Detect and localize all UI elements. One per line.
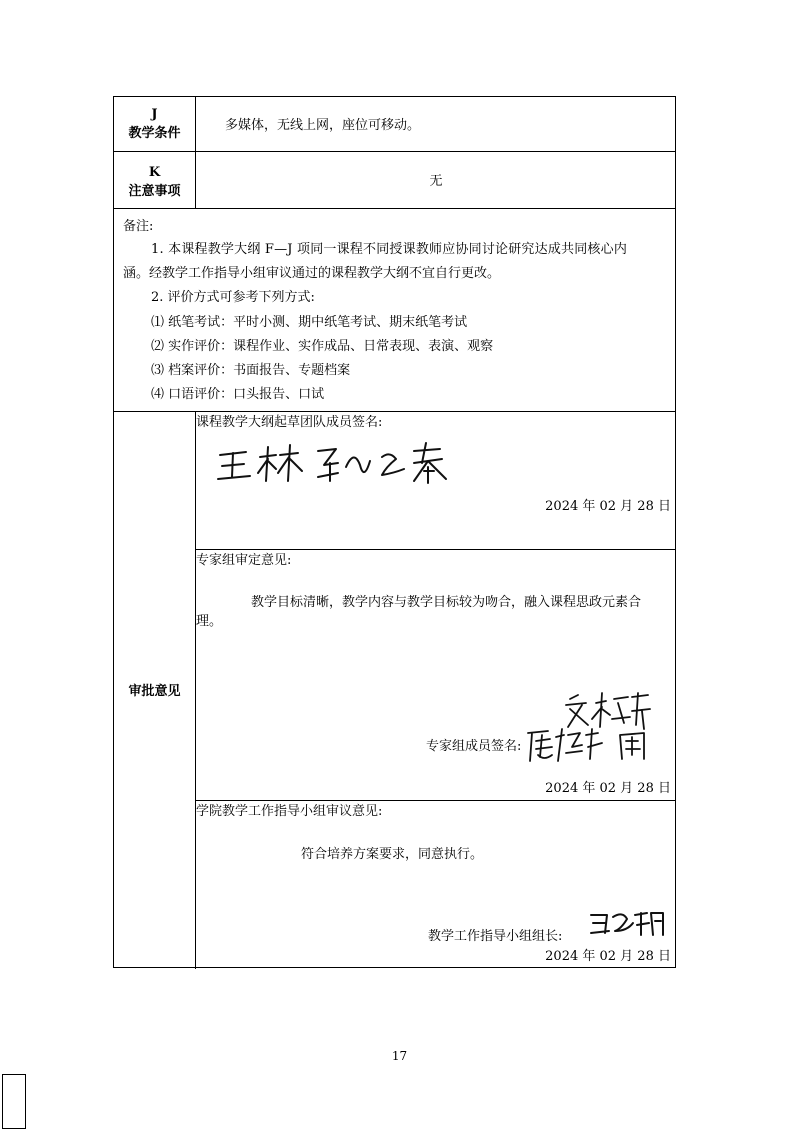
row-divider [114,151,675,152]
row-divider [195,800,675,801]
college-date: 2024 年 02 月 28 日 [545,949,671,964]
corner-frame [2,1074,26,1129]
row-k-title: 注意事项 [128,184,181,199]
notes-line: 1. 本课程教学大纲 F—J 项同一课程不同授课教师应协同讨论研究达成共同核心内 [151,242,628,257]
notes-item: ⑷ 口语评价：口头报告、口试 [151,387,325,402]
expert-signer-label: 专家组成员签名: [426,739,522,754]
drafting-date: 2024 年 02 月 28 日 [545,499,671,514]
college-signature [587,909,667,939]
row-k-code: K [148,165,161,180]
notes-line: 2. 评价方式可参考下列方式: [151,290,315,305]
approval-label: 审批意见 [128,684,181,699]
row-divider [114,411,675,412]
row-k-content: 无 [429,174,443,189]
row-j-code: J [151,107,158,122]
syllabus-table [113,96,676,968]
notes-line: 涵。经教学工作指导小组审议通过的课程教学大纲不宜自行更改。 [123,266,501,281]
expert-signature-2 [524,725,664,765]
row-divider [114,208,675,209]
drafting-title: 课程教学大纲起草团队成员签名: [196,415,383,430]
row-divider [195,549,675,550]
row-j-label [114,105,195,143]
column-divider [195,97,196,208]
expert-title: 专家组审定意见: [196,553,292,568]
drafting-signature [214,437,454,487]
expert-opinion: 理。 [196,614,223,629]
column-divider [195,411,196,969]
row-k-label [114,163,195,201]
notes-item: ⑴ 纸笔考试：平时小测、期中纸笔考试、期末纸笔考试 [151,315,468,330]
college-signer-label: 教学工作指导小组组长: [428,929,563,944]
notes-title: 备注: [123,219,154,234]
expert-date: 2024 年 02 月 28 日 [545,781,671,796]
row-j-content: 多媒体，无线上网，座位可移动。 [225,118,421,133]
college-opinion: 符合培养方案要求，同意执行。 [301,847,484,862]
notes-item: ⑵ 实作评价：课程作业、实作成品、日常表现、表演、观察 [151,339,494,354]
page-number: 17 [391,1049,408,1063]
expert-opinion: 教学目标清晰，教学内容与教学目标较为吻合，融入课程思政元素合 [251,595,642,610]
row-j-title: 教学条件 [128,126,181,141]
notes-item: ⑶ 档案评价：书面报告、专题档案 [151,363,351,378]
college-title: 学院教学工作指导小组审议意见: [196,804,383,819]
